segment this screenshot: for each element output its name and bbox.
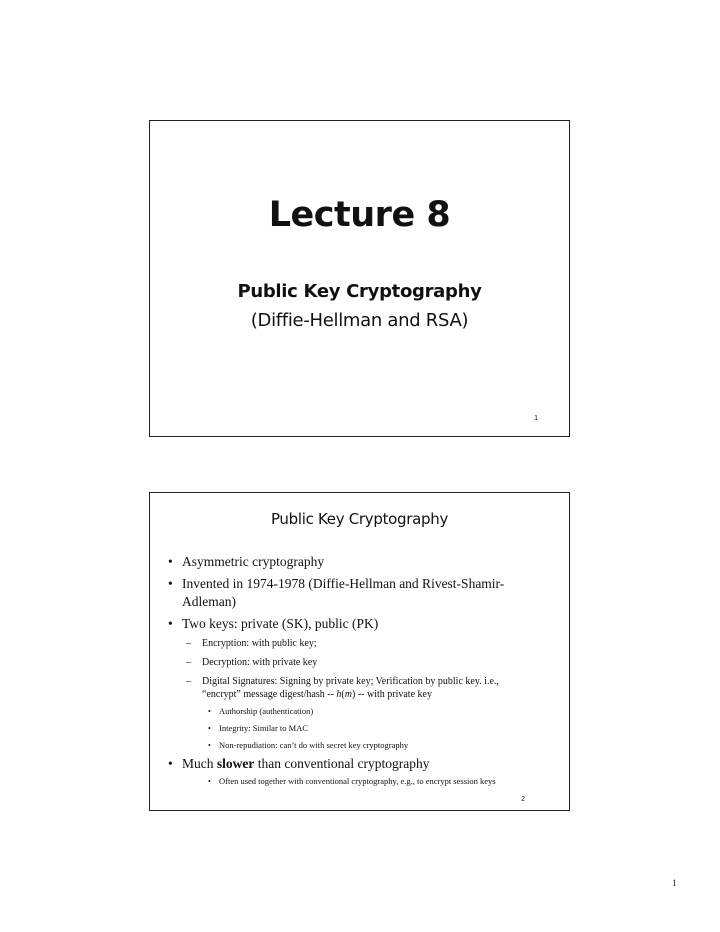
slide-1-number: 1 <box>534 415 538 422</box>
bullet-text: Much <box>182 756 217 771</box>
sub-bullet-signatures <box>168 675 563 701</box>
bullet-text: than conventional cryptography <box>254 756 430 771</box>
slide-2 <box>149 492 570 811</box>
bullet-text: Two keys: private (SK), public (PK) <box>182 616 379 631</box>
bullet-asymmetric <box>168 553 563 571</box>
sub-sub-bullet-session-keys <box>168 776 563 787</box>
slide-1 <box>149 120 570 437</box>
hash-function: h <box>336 689 342 700</box>
bullet-text: Non-repudiation: can’t do with secret key cryptography <box>219 740 409 750</box>
bullet-text: Encryption: with public key; <box>202 638 317 649</box>
bullet-text: • Invented in 1974-1978 (Diffie-Hellman and Rivest-Shamir- <box>182 576 505 591</box>
slide-1-subtitle: Public Key Cryptography <box>237 281 482 302</box>
bullet-invented <box>168 575 563 611</box>
bullet-text: Integrity: Similar to MAC <box>219 723 309 733</box>
sub-sub-bullet-integrity <box>168 723 563 734</box>
slide-1-subtitle-detail: (Diffie-Hellman and RSA) <box>250 310 469 331</box>
page-number: 1 <box>672 878 677 888</box>
paren: ( <box>341 689 345 700</box>
bullet-text: ) -- with private key <box>351 689 432 700</box>
bullet-two-keys <box>168 615 563 633</box>
bullet-emphasis: slower <box>216 756 255 771</box>
bullet-text: Decryption: with private key <box>202 657 318 668</box>
bullet-text: Authorship (authentication) <box>219 706 314 716</box>
slide-2-title: Public Key Cryptography <box>270 510 449 528</box>
bullet-text: “encrypt” message digest/hash -- <box>202 689 337 700</box>
sub-sub-bullet-non-repudiation <box>168 740 563 751</box>
slide-1-title: Lecture 8 <box>268 195 451 235</box>
bullet-text: Often used together with conventional cryptography, e.g., to encrypt session keys <box>219 776 496 786</box>
slide-2-number: 2 <box>521 796 525 803</box>
sub-bullet-encryption <box>168 637 563 650</box>
bullet-text: – Digital Signatures: Signing by private key; Verification by public key. i.e., <box>202 676 499 687</box>
slide-2-content <box>168 553 563 793</box>
bullet-text: Adleman) <box>182 594 236 609</box>
bullet-slower <box>168 755 563 773</box>
sub-sub-bullet-authorship <box>168 706 563 717</box>
message-var: m <box>344 689 352 700</box>
sub-bullet-decryption <box>168 656 563 669</box>
bullet-text: Asymmetric cryptography <box>182 554 325 569</box>
